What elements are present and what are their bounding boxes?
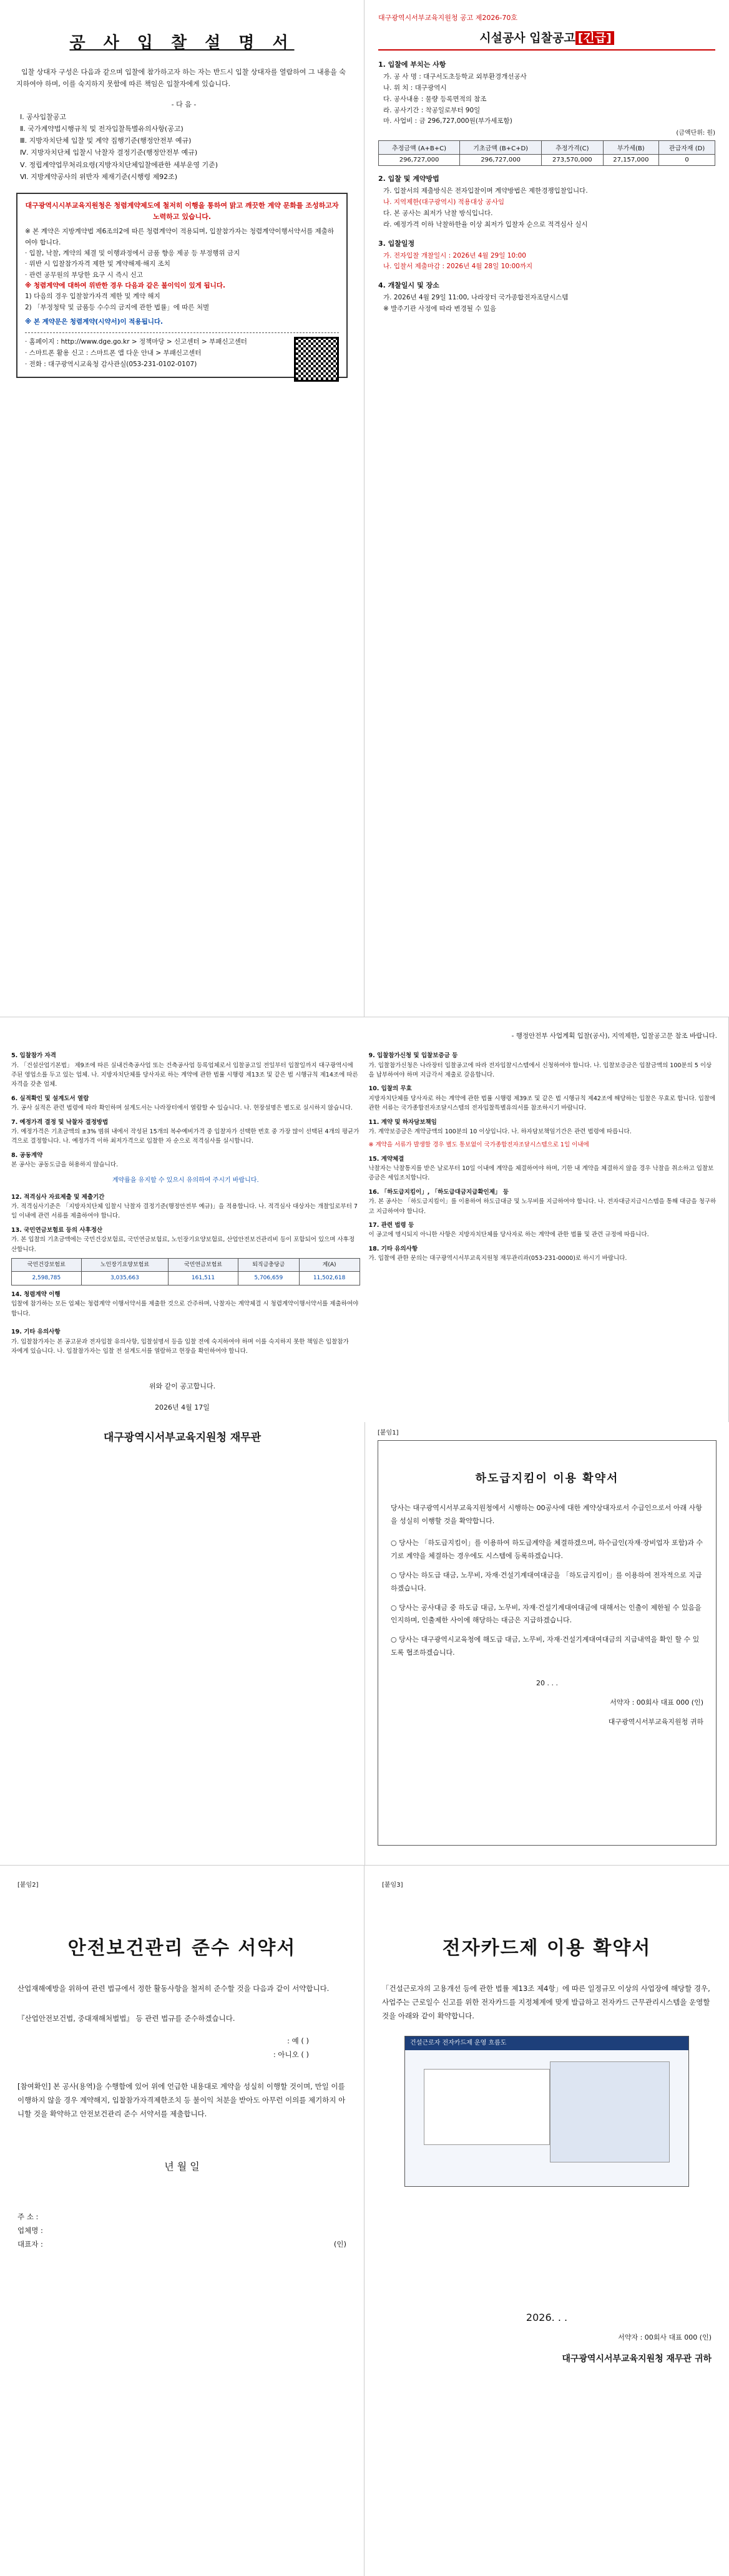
section-text: 가. 입찰참가신청은 나라장터 입찰공고에 따라 전자입찰시스템에서 신청하여야 합니다. 나. 입찰보증금은 입찰금액의 100분의 5 이상을 납부하여야 하며 지급각서 제출로 갈음합니다. bbox=[368, 1062, 712, 1079]
section-line: 나. 위 치 : 대구광역시 bbox=[383, 84, 447, 92]
table-header: 노인장기요양보험료 bbox=[81, 1258, 169, 1272]
notice-title bbox=[378, 29, 715, 51]
list-item: Ⅵ. 지방계약공사의 위반자 제재기준(시행령 제92조) bbox=[20, 172, 178, 181]
section-heading: 17. 관련 법령 등 bbox=[368, 1221, 414, 1229]
section-line: 마. 사업비 : 금 296,727,000원(부가세포함) bbox=[383, 117, 512, 125]
ecard-diagram bbox=[404, 2036, 689, 2187]
ecard-signer: 서약자 : 00회사 대표 000 (인) bbox=[618, 2333, 712, 2341]
section-heading: 5. 입찰참가 자격 bbox=[11, 1052, 56, 1060]
table-cell: 273,570,000 bbox=[542, 155, 603, 166]
safety-intro: 산업재해예방을 위하여 관련 법규에서 정한 활동사항을 철저히 준수할 것을 다음과 같이 서약합니다. bbox=[17, 1984, 330, 1993]
diagram-panel-icon bbox=[550, 2061, 670, 2162]
section-line: 라. 공사기간 : 착공일로부터 90일 bbox=[383, 106, 481, 114]
report-line: · 전화 : 대구광역시교육청 감사관실(053-231-0102-0107) bbox=[25, 360, 197, 368]
section-line: 라. 예정가격 이하 낙찰하한율 이상 최저가 입찰자 순으로 적격심사 실시 bbox=[383, 220, 588, 228]
table-header: 국민연금보험료 bbox=[169, 1258, 238, 1272]
pledge-item: ○ 당사는 「하도급지킴이」를 이용하여 하도급계약을 체결하겠으며, 하수급인(자재·장비업자 포함)과 수기로 계약을 체결하는 경우에도 시스템에 등록하겠습니다. bbox=[391, 1538, 703, 1560]
page-bid-notice bbox=[364, 0, 729, 1017]
safety-confirm: [참여확인] 본 공사(용역)을 수행함에 있어 위에 언급한 내용대로 계약을 성실히 이행할 것이며, 만일 이를 이행하지 않을 경우 계약해지, 입찰참가자격제한조치 등 불이익 처분을 받아도 아무런 이의를 제기하지 아니할 것을 확약하고 안전보건관리 준수 서약서를 제출합니다. bbox=[17, 2082, 346, 2119]
section-heading: 1. 입찰에 부치는 사항 bbox=[378, 61, 446, 69]
section-heading: 13. 국민연금보험료 등의 사후정산 bbox=[11, 1226, 103, 1234]
ecard-recipient: 대구광역시서부교육지원청 재무관 귀하 bbox=[562, 2353, 712, 2364]
ecard-intro: 「건설근로자의 고용개선 등에 관한 법률 제13조 제4항」에 따른 일정규모 이상의 사업장에 해당할 경우, 사업주는 근로일수 신고를 위한 전자카드를 지정체계에 맞게 발급하고 전자카드 근무관리시스템을 운영할 것을 아래와 같이 확약합니다. bbox=[382, 1984, 710, 2020]
section-text: 가. 본 입찰의 기초금액에는 국민건강보험료, 국민연금보험료, 노인장기요양보험료, 산업안전보건관리비 등이 포함되어 있으며 사후정산합니다. bbox=[11, 1236, 355, 1253]
section-text: 본 공사는 공동도급을 허용하지 않습니다. bbox=[11, 1161, 119, 1169]
table-cell: 2,598,785 bbox=[12, 1272, 82, 1286]
box-warning-item: 2) 「부정청탁 및 금품등 수수의 금지에 관한 법률」에 따른 처벌 bbox=[25, 303, 210, 311]
address-label: 주 소 : bbox=[17, 2212, 39, 2221]
right-column bbox=[369, 1047, 718, 1319]
section-heading: 4. 개찰일시 및 장소 bbox=[378, 281, 439, 290]
table-cell: 161,511 bbox=[169, 1272, 238, 1286]
box-line: · 입찰, 낙찰, 계약의 체결 및 이행과정에서 금품 향응 제공 등 부정행위 금지 bbox=[25, 249, 240, 258]
integrity-box bbox=[16, 193, 348, 378]
red-notice: ※ 계약을 서류가 발생할 경우 별도 통보없이 국가종합전자조달시스템으로 1일 이내에 bbox=[368, 1141, 589, 1149]
section-line: 가. 입찰서의 제출방식은 전자입찰이며 계약방법은 제한경쟁입찰입니다. bbox=[383, 187, 588, 195]
section-heading: 14. 청렴계약 이행 bbox=[11, 1291, 61, 1299]
list-item: Ⅲ. 지방자치단체 입찰 및 계약 집행기준(행정안전부 예규) bbox=[20, 137, 192, 145]
bottom-section bbox=[11, 1327, 353, 1446]
section-heading: 11. 계약 및 하자담보책임 bbox=[368, 1118, 437, 1126]
section-text: 가. 적격심사기준은 「지방자치단체 입찰시 낙찰자 결정기준(행정안전부 예규)」을 적용합니다. 나. 적격심사 대상자는 개찰일로부터 7일 이내에 관련 서류를 제출하여야 합니다. bbox=[11, 1203, 358, 1220]
table-cell: 0 bbox=[659, 155, 715, 166]
box-line: · 위반 시 입찰참가자격 제한 및 계약해제·해지 조치 bbox=[25, 260, 170, 268]
pledge-item: ○ 당사는 공사대금 중 하도급 대금, 노무비, 자재·건설기계대여대금에 대해서는 인출이 제한될 수 있음을 인지하며, 인출제한 사이에 해당하는 대금은 지급하겠습니다. bbox=[391, 1603, 702, 1625]
urgent-badge: [긴급] bbox=[575, 31, 614, 45]
box-notice: ※ 본 계약문은 청렴계약(시약서)이 적용됩니다. bbox=[25, 317, 163, 326]
safety-item: 『산업안전보건법, 중대재해처벌법』 등 관련 법규를 준수하겠습니다. bbox=[17, 2013, 235, 2023]
table-header: 기초금액 (B+C+D) bbox=[460, 141, 542, 155]
report-line: · 스마트폰 활용 신고 : 스마트폰 앱 다운 안내 > 부패신고센터 bbox=[25, 349, 202, 357]
section-body bbox=[378, 186, 715, 230]
list-item: Ⅰ. 공사입찰공고 bbox=[20, 112, 66, 121]
box-line: · 관련 공무원의 부당한 요구 시 즉시 신고 bbox=[25, 271, 143, 279]
section-line: 가. 공 사 명 : 대구서도초등학교 외부환경개선공사 bbox=[383, 73, 527, 80]
diagram-title: 건설근로자 전자카드제 운영 흐름도 bbox=[405, 2036, 688, 2050]
section-heading: 15. 계약체결 bbox=[368, 1155, 404, 1163]
list-item: Ⅴ. 정립계약업무처리요령(지방자치단체입찰에관한 세부운영 기준) bbox=[20, 160, 218, 169]
list-head: - 다 음 - bbox=[171, 100, 197, 109]
box-line: ※ 본 계약은 지방계약법 제6조의2에 따른 청렴계약이 적용되며, 입찰참가자는 청렴계약이행서약서를 제출하여야 합니다. bbox=[25, 228, 335, 246]
report-line: · 홈페이지 : http://www.dge.go.kr > 정책마당 > 신고센터 > 부패신고센터 bbox=[25, 338, 247, 346]
report-info bbox=[25, 332, 339, 370]
section-text: 가. 입찰에 관한 문의는 대구광역시서부교육지원청 재무관리과(053-231-0000)로 하시기 바랍니다. bbox=[368, 1255, 627, 1262]
pledge-signer: 서약자 : 00회사 대표 000 (인) bbox=[610, 1698, 703, 1707]
page-ecard-pledge bbox=[364, 1865, 729, 2576]
pledge-title: 하도급지킴이 이용 확약서 bbox=[475, 1472, 619, 1485]
signature-block bbox=[17, 2210, 346, 2252]
table-header: 부가세(B) bbox=[603, 141, 659, 155]
list-item: Ⅱ. 국가계약법시행규칙 및 전자입찰특별유의사항(공고) bbox=[20, 124, 183, 133]
lead-paragraph: 입찰 상대자 구성은 다음과 같으며 입찰에 참가하고자 하는 자는 반드시 입찰 상대자를 열람하여 그 내용을 숙지하여야 하며, 이를 숙지하지 못함에 따른 책임은 입찰자에게 있습니다. bbox=[16, 68, 346, 88]
ceo-label: 대표자 : bbox=[17, 2239, 43, 2249]
box-warning: ※ 청렴계약에 대하여 위반한 경우 다음과 같은 불이익이 있게 됩니다. bbox=[25, 281, 225, 289]
pledge-recipient: 대구광역시서부교육지원청 귀하 bbox=[608, 1717, 703, 1726]
table-header: 추정가격(C) bbox=[542, 141, 603, 155]
section-line: 나. 지역제한(대구광역시) 적용대상 공사임 bbox=[383, 198, 504, 206]
attachment-label: [붙임1] bbox=[378, 1430, 399, 1436]
table-unit: (금액단위: 원) bbox=[676, 130, 715, 137]
table-cell: 11,502,618 bbox=[299, 1272, 360, 1286]
two-column-body bbox=[11, 1047, 717, 1319]
company-label: 업체명 : bbox=[17, 2225, 43, 2235]
section-text: 입찰에 참가하는 모든 업체는 청렴계약 이행서약서를 제출한 것으로 간주하며, 낙찰자는 계약체결 시 청렴계약이행서약서를 제출하여야 합니다. bbox=[11, 1300, 359, 1317]
notice-title-text: 시설공사 입찰공고 bbox=[479, 31, 575, 45]
table-row bbox=[379, 155, 715, 166]
ceo-row bbox=[17, 2238, 346, 2252]
section-body bbox=[378, 251, 715, 273]
table-header: 국민건강보험료 bbox=[12, 1258, 82, 1272]
section-heading: 6. 실적확인 및 설계도서 열람 bbox=[11, 1095, 89, 1102]
page-title: 공 사 입 찰 설 명 서 bbox=[69, 34, 295, 52]
diagram-card-icon bbox=[424, 2069, 550, 2145]
pledge-item: ○ 당사는 하도급 대금, 노무비, 자재·건설기계대여대금을 「하도급지킴이」를 이용하여 전자적으로 지급하겠습니다. bbox=[391, 1571, 702, 1592]
box-heading: 대구광역시시부교육지원청은 청렴계약제도에 철저히 이행을 통하여 맑고 깨끗한 계약 문화를 조성하고자 노력하고 있습니다. bbox=[25, 201, 339, 221]
section-body bbox=[378, 293, 715, 315]
table-cell: 296,727,000 bbox=[460, 155, 542, 166]
answer-no[interactable]: : 아니오 ( ) bbox=[273, 2050, 309, 2059]
left-column bbox=[11, 1047, 360, 1319]
section-text: 낙찰자는 낙찰통지를 받은 날로부터 10일 이내에 계약을 체결하여야 하며, 기한 내 계약을 체결하지 않을 경우 낙찰을 취소하고 입찰보증금은 세입조치합니다. bbox=[368, 1165, 714, 1182]
page-subcontract-pledge bbox=[364, 1422, 729, 1865]
section-heading: 2. 입찰 및 계약방법 bbox=[378, 175, 439, 183]
section-heading: 8. 공동계약 bbox=[11, 1151, 43, 1159]
safety-date: 년 월 일 bbox=[164, 2160, 200, 2172]
section-body bbox=[378, 72, 715, 127]
pledge-frame bbox=[378, 1440, 717, 1846]
section-text: 지방자치단체를 당사자로 하는 계약에 관한 법률 시행령 제39조 및 같은 법 시행규칙 제42조에 해당하는 입찰은 무효로 합니다. 입찰에 관한 서류는 국가종합전자조달시스템의 전자입찰특별유의서를 참조하시기 바랍니다. bbox=[368, 1095, 716, 1112]
section-line: 나. 입찰서 제출마감 : 2026년 4월 28일 10:00까지 bbox=[383, 263, 533, 271]
safety-title: 안전보건관리 준수 서약서 bbox=[67, 1937, 296, 1959]
section-line: ※ 발주기관 사정에 따라 변경될 수 있음 bbox=[383, 305, 496, 313]
notice-date: 2026년 4월 17일 bbox=[155, 1403, 210, 1412]
table-cell: 296,727,000 bbox=[379, 155, 460, 166]
list-item: Ⅳ. 지방자치단체 입찰시 낙찰자 결정기준(행정안전부 예규) bbox=[20, 148, 198, 157]
ecard-title: 전자카드제 이용 확약서 bbox=[442, 1937, 652, 1959]
section-heading: 16. 「하도급지킴이」, 「하도급대금지급확인제」 등 bbox=[368, 1188, 509, 1196]
section-heading: 7. 예정가격 결정 및 낙찰자 결정방법 bbox=[11, 1118, 109, 1126]
table-cell: 3,035,663 bbox=[81, 1272, 169, 1286]
section-heading: 18. 기타 유의사항 bbox=[368, 1245, 418, 1252]
notice-signer: 대구광역시서부교육지원청 재무관 bbox=[103, 1431, 262, 1444]
blue-note: 계약률을 유지할 수 있으시 유의하여 주시기 바랍니다. bbox=[112, 1177, 259, 1184]
qr-code-icon[interactable] bbox=[294, 337, 339, 382]
answer-yes[interactable]: : 예 ( ) bbox=[287, 2036, 309, 2045]
attachment-label: [붙임2] bbox=[17, 1882, 39, 1889]
page-bid-explanation bbox=[0, 0, 364, 1017]
section-line: 가. 2026년 4월 29일 11:00, 나라장터 국가종합전자조달시스템 bbox=[383, 294, 569, 302]
section-line: 다. 공사내용 : 물량 등록면적의 참조 bbox=[383, 95, 487, 103]
document-list bbox=[16, 99, 348, 183]
pledge-date: 20 . . . bbox=[536, 1679, 558, 1688]
attachment-label: [붙임3] bbox=[382, 1882, 403, 1889]
table-header: 퇴직금충당금 bbox=[238, 1258, 299, 1272]
section-heading: 9. 입찰참가신청 및 입찰보증금 등 bbox=[368, 1052, 458, 1060]
section-text: 가. 공사 실적은 관련 법령에 따라 확인하며 설계도서는 나라장터에서 열람할 수 있습니다. 나. 현장설명은 별도로 실시하지 않습니다. bbox=[11, 1105, 353, 1112]
table-header: 관급자재 (D) bbox=[659, 141, 715, 155]
pledge-item: ○ 당사는 대구광역시교육청에 해도급 대금, 노무비, 자재·건설기계대여대금의 지급내역을 확인 할 수 있도록 협조하겠습니다. bbox=[391, 1635, 700, 1657]
ecard-date: 2026. . . bbox=[526, 2311, 568, 2323]
section-heading: 19. 기타 유의사항 bbox=[11, 1329, 61, 1336]
box-warning-item: 1) 다음의 경우 입찰참가자격 제한 및 계약 해지 bbox=[25, 293, 160, 301]
insurance-table bbox=[11, 1258, 360, 1286]
section-text: 가. 예정가격은 기초금액의 ±3% 범위 내에서 작성된 15개의 복수예비가격 중 입찰자가 선택한 번호 중 가장 많이 선택된 4개의 평균가격으로 결정합니다. 나. 예정가격 이하 최저가격으로 입찰한 자 순으로 적격심사를 실시합니다. bbox=[11, 1128, 360, 1145]
page-safety-pledge bbox=[0, 1865, 364, 2576]
intro-line: - 행정안전부 사업계획 입찰(공사), 지역제한, 입찰공고문 참조 바랍니다. bbox=[511, 1032, 717, 1040]
amount-table bbox=[378, 140, 715, 166]
section-heading: 10. 입찰의 무효 bbox=[368, 1085, 412, 1093]
seal-mark: (인) bbox=[333, 2239, 346, 2249]
table-cell: 27,157,000 bbox=[603, 155, 659, 166]
section-heading: 3. 입찰일정 bbox=[378, 239, 415, 248]
section-heading: 12. 적격심사 자료제출 및 제출기간 bbox=[11, 1193, 105, 1201]
section-line: 가. 전자입찰 개찰일시 : 2026년 4월 29일 10:00 bbox=[383, 251, 526, 259]
table-row bbox=[12, 1272, 360, 1286]
section-text: 가. 본 공사는 「하도급지킴이」를 이용하여 하도급대금 및 노무비를 지급하여야 합니다. 나. 전자대금지급시스템을 통해 대금을 청구하고 지급하여야 합니다. bbox=[368, 1198, 717, 1215]
table-header: 추정금액 (A+B+C) bbox=[379, 141, 460, 155]
pledge-intro: 당사는 대구광역시서부교육지원청에서 시행하는 00공사에 대한 계약상대자로서 수급인으로서 아래 사항을 성실히 이행할 것을 확약합니다. bbox=[391, 1504, 702, 1526]
section-line: 다. 본 공사는 최저가 낙찰 방식입니다. bbox=[383, 209, 493, 217]
section-text: 가. 입찰참가자는 본 공고문과 전자입찰 유의사항, 입찰설명서 등을 입찰 전에 숙지하여야 하며 이를 숙지하지 못한 책임은 입찰참가자에게 있습니다. 나. 입찰참가자는 입찰 전 설계도서를 열람하고 현장을 확인하여야 합니다. bbox=[11, 1338, 349, 1355]
section-text: 가. 계약보증금은 계약금액의 100분의 10 이상입니다. 나. 하자담보책임기간은 관련 법령에 따릅니다. bbox=[368, 1128, 632, 1135]
table-cell: 5,706,659 bbox=[238, 1272, 299, 1286]
section-text: 가. 「건설산업기본법」 제9조에 따른 실내건축공사업 또는 건축공사업 등록업체로서 입찰공고일 전일부터 입찰일까지 대구광역시에 주된 영업소를 두고 있는 업체. 나. 지방자치단체를 당사자로 하는 계약에 관한 법률 시행령 제13조 및 같은 법 시행규칙 제14조에 따른 자격을 갖춘 업체. bbox=[11, 1062, 358, 1088]
table-header: 계(A) bbox=[299, 1258, 360, 1272]
closing: 위와 같이 공고합니다. bbox=[149, 1382, 216, 1391]
section-text: 이 공고에 명시되지 아니한 사항은 지방자치단체를 당사자로 하는 계약에 관한 법률 및 관련 규정에 따릅니다. bbox=[368, 1231, 649, 1239]
notice-number: 대구광역시서부교육지원청 공고 제2026-70호 bbox=[378, 14, 517, 22]
